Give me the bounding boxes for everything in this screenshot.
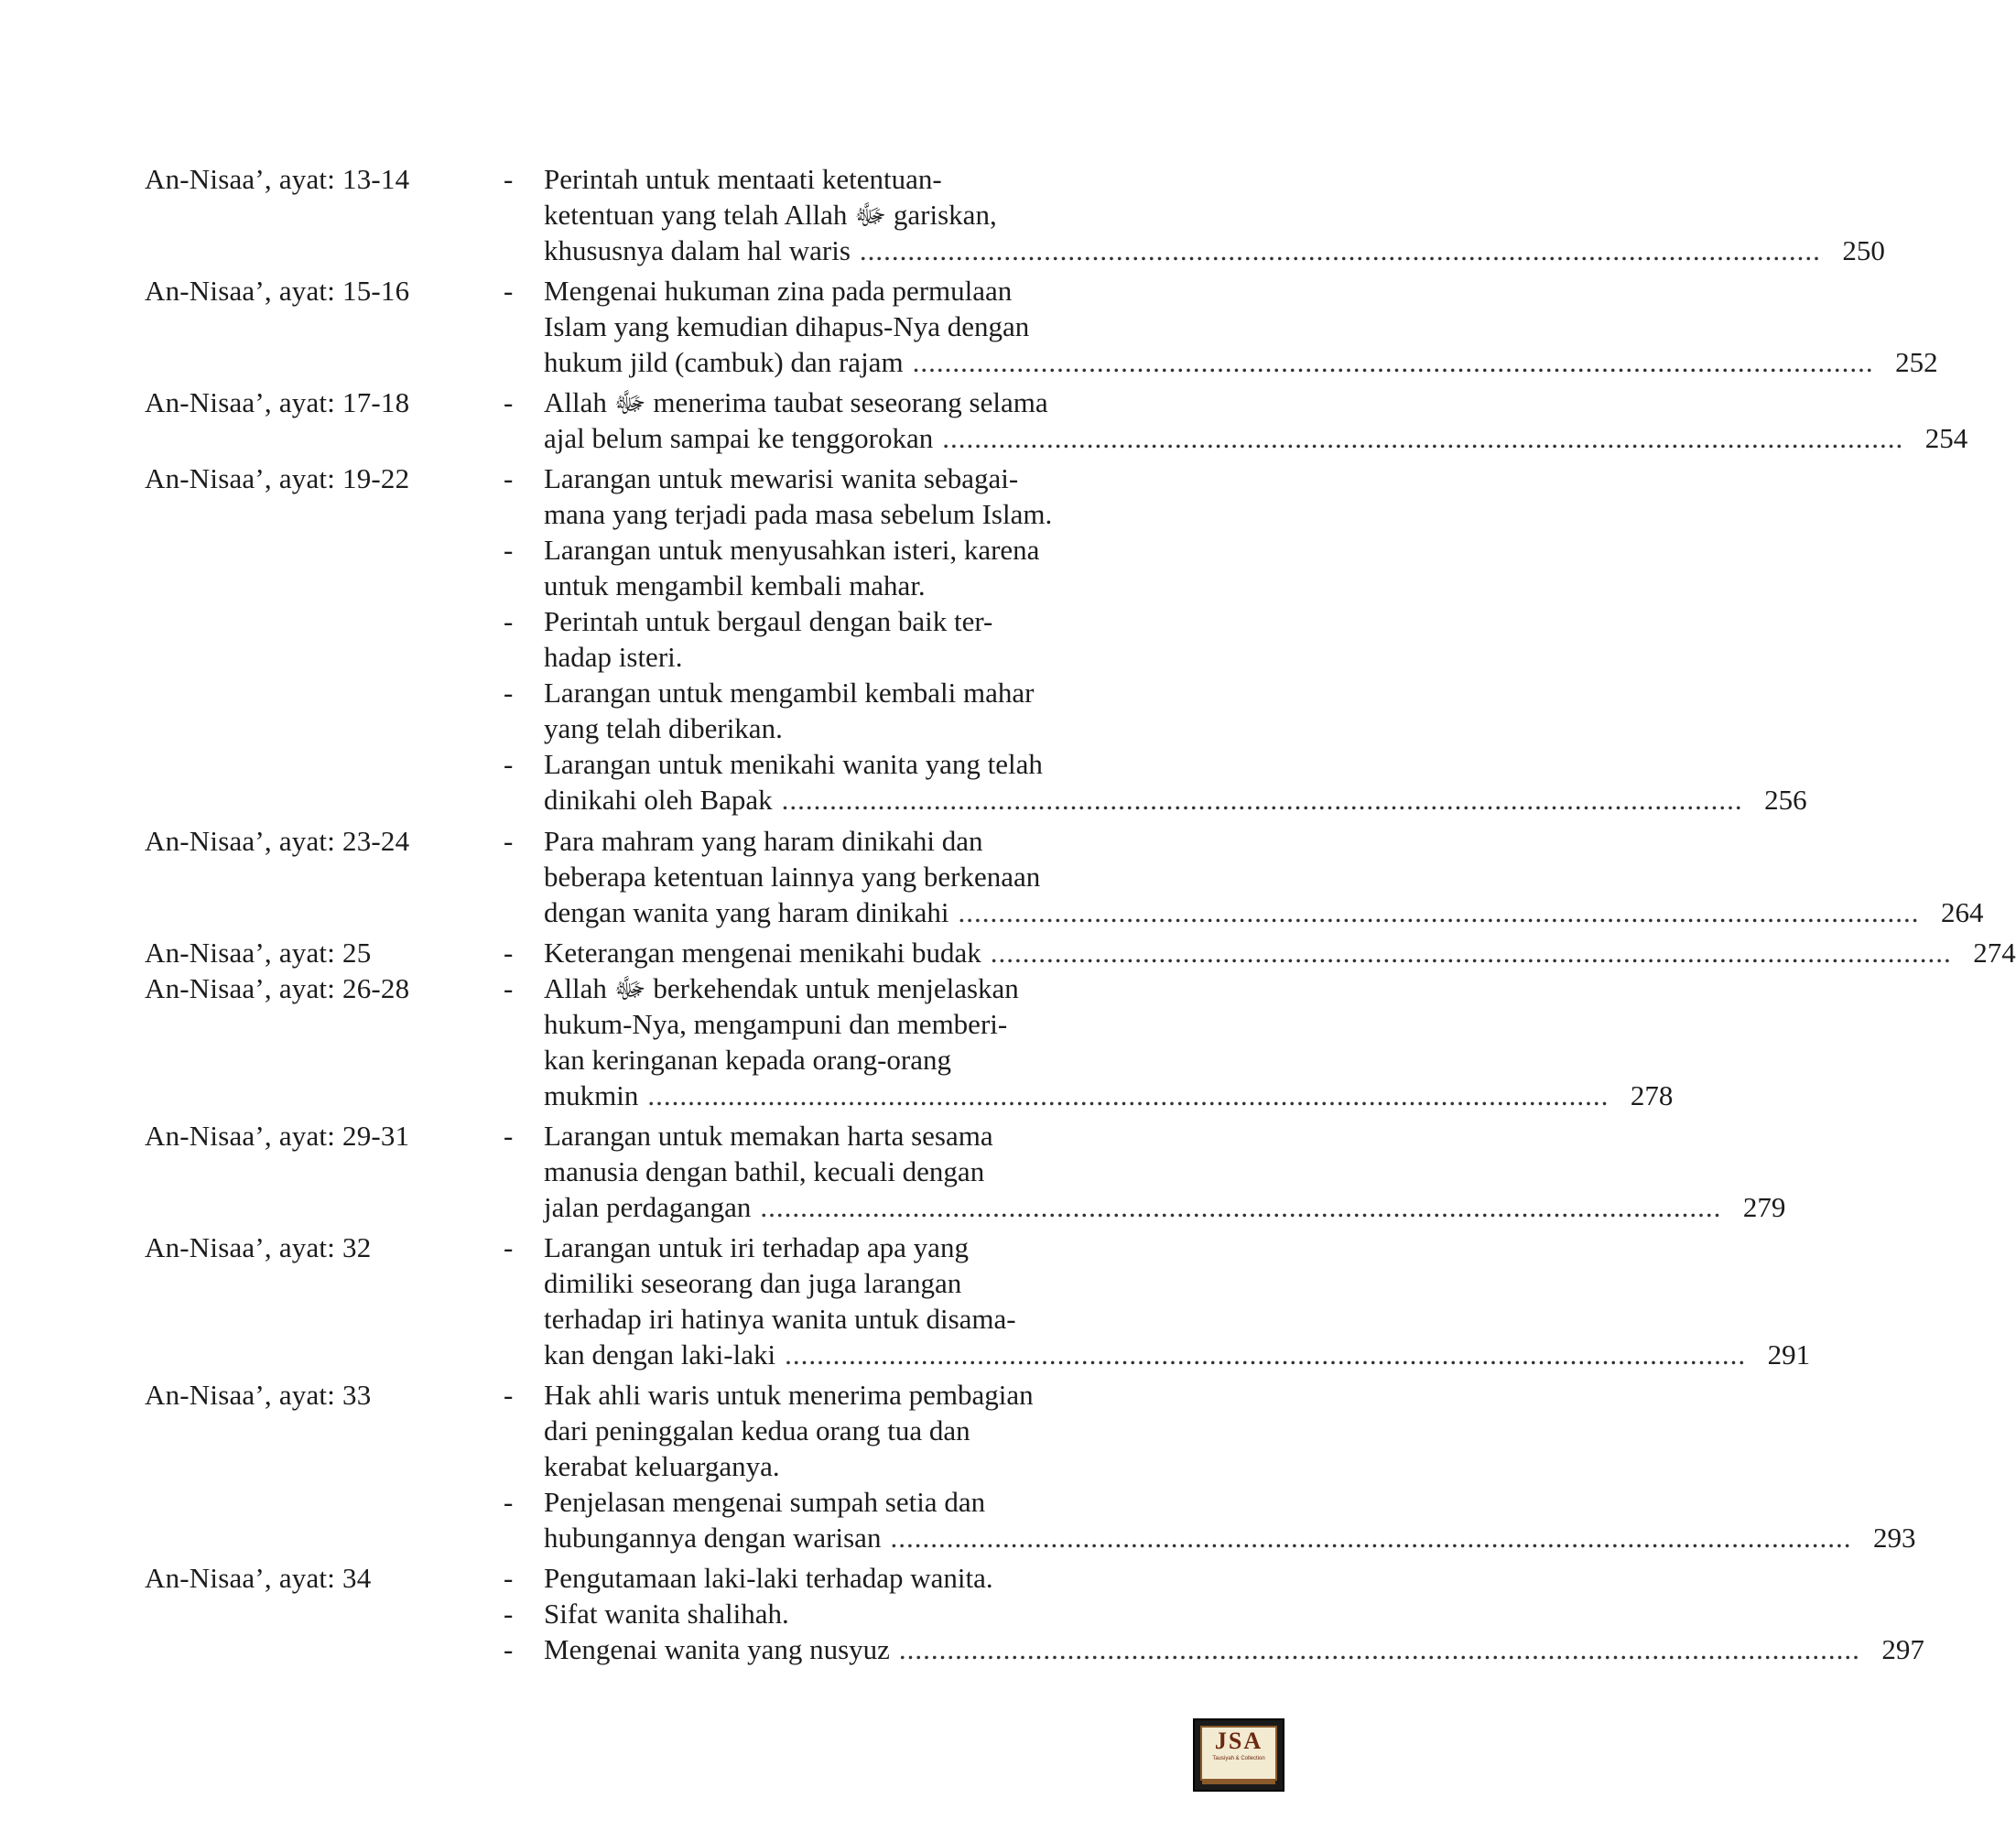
bullet-dash: - <box>504 748 514 780</box>
topic-line: Mengenai hukuman zina pada permulaan <box>544 275 1013 307</box>
bullet-dash: - <box>504 605 514 637</box>
topic-line: dengan wanita yang haram dinikahi <box>544 896 949 928</box>
topic-text <box>544 1118 1785 1225</box>
topic-line: hukum-Nya, mengampuni dan memberi- <box>544 1008 1008 1040</box>
page-number: 291 <box>1767 1338 1811 1371</box>
topic-list <box>502 273 1938 380</box>
topic-list <box>502 460 1807 818</box>
topic-line: hadap isteri. <box>544 641 683 673</box>
verse-reference: An-Nisaa’, ayat: 17-18 <box>145 386 410 418</box>
toc-entry <box>145 1377 1916 1555</box>
bullet-dash: - <box>504 677 514 709</box>
topic-item <box>502 273 1938 380</box>
topic-item <box>502 460 1807 532</box>
page-number: 252 <box>1895 346 1938 378</box>
topic-line: ajal belum sampai ke tenggorokan <box>544 422 934 454</box>
topic-item <box>502 161 1885 268</box>
topic-list <box>502 161 1885 268</box>
topic-item <box>502 1631 1924 1667</box>
topic-line-with-page <box>544 1631 1924 1667</box>
topic-text <box>544 1631 1924 1667</box>
topic-line-with-page <box>544 1337 1810 1372</box>
dot-leader: ........................................................................................................................ <box>785 1338 1747 1371</box>
bullet-dash: - <box>504 1379 514 1411</box>
topic-item <box>502 1230 1810 1372</box>
logo-subtitle: Tausiyah & Collection <box>1212 1756 1265 1761</box>
verse-reference: An-Nisaa’, ayat: 34 <box>145 1562 372 1594</box>
topic-line-with-page <box>544 1189 1785 1225</box>
topic-item <box>502 1596 1924 1631</box>
topic-text <box>544 460 1807 532</box>
page-number: 293 <box>1872 1522 1916 1554</box>
topic-text <box>544 1596 1924 1631</box>
topic-item <box>502 1118 1785 1225</box>
topic-line-with-page <box>544 935 2016 970</box>
page-number: 256 <box>1764 784 1807 816</box>
topic-text <box>544 935 2016 970</box>
topic-line: Hak ahli waris untuk menerima pembagian <box>544 1379 1034 1411</box>
dot-leader: ........................................................................................................................ <box>898 1633 1860 1665</box>
topic-line: Perintah untuk mentaati ketentuan- <box>544 163 942 195</box>
topic-line: kan keringanan kepada orang-orang <box>544 1044 951 1076</box>
topic-line: Larangan untuk mengambil kembali mahar <box>544 677 1035 709</box>
topic-item <box>502 1484 1915 1555</box>
topic-item <box>502 823 1983 930</box>
toc-entry <box>145 823 1984 930</box>
topic-item <box>502 532 1807 603</box>
topic-line: jalan perdagangan <box>544 1191 752 1223</box>
bullet-dash: - <box>504 462 514 494</box>
dot-leader: ........................................................................................................................ <box>912 346 1874 378</box>
bullet-dash: - <box>504 1562 514 1594</box>
topic-line: Allah ﷻ berkehendak untuk menjelaskan <box>544 972 1019 1004</box>
topic-line: mukmin <box>544 1079 639 1111</box>
topic-text <box>544 1377 1915 1484</box>
toc-entry <box>145 161 1885 268</box>
topic-line: ketentuan yang telah Allah ﷻ gariskan, <box>544 199 997 231</box>
logo-plate <box>1200 1726 1277 1781</box>
topic-line: khususnya dalam hal waris <box>544 234 851 266</box>
toc-entry <box>145 970 1674 1113</box>
topic-text <box>544 746 1807 818</box>
topic-line: Larangan untuk mewarisi wanita sebagai- <box>544 462 1019 494</box>
dot-leader: ........................................................................................................................ <box>647 1079 1610 1111</box>
topic-list <box>502 385 1967 456</box>
toc-entry <box>145 1560 1924 1667</box>
bullet-dash: - <box>504 275 514 307</box>
bullet-dash: - <box>504 534 514 566</box>
topic-line: Keterangan mengenai menikahi budak <box>544 937 981 969</box>
bullet-dash: - <box>504 937 514 969</box>
topic-item <box>502 1377 1915 1484</box>
bullet-dash: - <box>504 825 514 857</box>
dot-leader: ........................................................................................................................ <box>859 234 1821 266</box>
page-number: 274 <box>1973 937 2016 969</box>
topic-line: dari peninggalan kedua orang tua dan <box>544 1414 970 1446</box>
topic-text <box>544 1484 1915 1555</box>
topic-line-with-page <box>544 1078 1673 1113</box>
topic-line: Sifat wanita shalihah. <box>544 1598 789 1630</box>
verse-reference: An-Nisaa’, ayat: 26-28 <box>145 972 410 1004</box>
topic-text <box>544 1230 1810 1372</box>
topic-text <box>544 532 1807 603</box>
page-number: 254 <box>1924 422 1968 454</box>
topic-line: dinikahi oleh Bapak <box>544 784 773 816</box>
topic-line: Penjelasan mengenai sumpah setia dan <box>544 1486 986 1518</box>
toc-entry <box>145 935 2016 970</box>
topic-line: manusia dengan bathil, kecuali dengan <box>544 1155 985 1187</box>
verse-reference: An-Nisaa’, ayat: 29-31 <box>145 1120 410 1152</box>
topic-line: kerabat keluarganya. <box>544 1450 780 1482</box>
bullet-dash: - <box>504 163 514 195</box>
dot-leader: ........................................................................................................................ <box>990 937 1952 969</box>
verse-reference: An-Nisaa’, ayat: 23-24 <box>145 825 410 857</box>
verse-reference: An-Nisaa’, ayat: 15-16 <box>145 275 410 307</box>
topic-list <box>502 1560 1924 1667</box>
topic-line-with-page <box>544 233 1885 268</box>
logo-bar <box>1202 1781 1275 1784</box>
bullet-dash: - <box>504 386 514 418</box>
topic-line: mana yang terjadi pada masa sebelum Islam. <box>544 498 1053 530</box>
topic-line: terhadap iri hatinya wanita untuk disama- <box>544 1303 1016 1335</box>
topic-line: yang telah diberikan. <box>544 712 783 744</box>
topic-line: hubungannya dengan warisan <box>544 1522 882 1554</box>
bullet-dash: - <box>504 1486 514 1518</box>
dot-leader: ........................................................................................................................ <box>942 422 1904 454</box>
verse-reference: An-Nisaa’, ayat: 19-22 <box>145 462 410 494</box>
topic-line: Larangan untuk menikahi wanita yang telah <box>544 748 1043 780</box>
topic-line: Mengenai wanita yang nusyuz <box>544 1633 890 1665</box>
topic-line-with-page <box>544 782 1807 818</box>
topic-line: Islam yang kemudian dihapus-Nya dengan <box>544 310 1030 342</box>
dot-leader: ........................................................................................................................ <box>958 896 1920 928</box>
topic-line-with-page <box>544 420 1967 456</box>
verse-reference: An-Nisaa’, ayat: 13-14 <box>145 163 410 195</box>
bullet-dash: - <box>504 1120 514 1152</box>
dot-leader: ........................................................................................................................ <box>890 1522 1852 1554</box>
topic-line: dimiliki seseorang dan juga larangan <box>544 1267 962 1299</box>
topic-text <box>544 603 1807 675</box>
topic-line: Larangan untuk iri terhadap apa yang <box>544 1231 969 1263</box>
topic-line: Allah ﷻ menerima taubat seseorang selama <box>544 386 1048 418</box>
toc-entry <box>145 1118 1786 1225</box>
page-number: 297 <box>1881 1633 1924 1665</box>
jsa-logo <box>1193 1718 1284 1792</box>
page-number: 278 <box>1630 1079 1674 1111</box>
topic-item <box>502 385 1967 456</box>
topic-list <box>502 823 1983 930</box>
page-number: 264 <box>1940 896 1984 928</box>
verse-reference: An-Nisaa’, ayat: 32 <box>145 1231 372 1263</box>
topic-item <box>502 970 1673 1113</box>
topic-list <box>502 1118 1785 1225</box>
toc-entry <box>145 460 1807 818</box>
bullet-dash: - <box>504 1633 514 1665</box>
topic-item <box>502 675 1807 746</box>
topic-line-with-page <box>544 1520 1915 1555</box>
topic-item <box>502 935 2016 970</box>
topic-text <box>544 1560 1924 1596</box>
topic-list <box>502 970 1673 1113</box>
verse-reference: An-Nisaa’, ayat: 25 <box>145 937 372 969</box>
topic-item <box>502 1560 1924 1596</box>
topic-line-with-page <box>544 344 1938 380</box>
table-of-contents <box>145 161 2016 1667</box>
topic-text <box>544 675 1807 746</box>
topic-line-with-page <box>544 894 1983 930</box>
page-number: 279 <box>1742 1191 1786 1223</box>
topic-list <box>502 1377 1915 1555</box>
toc-entry <box>145 1230 1811 1372</box>
topic-text <box>544 161 1885 268</box>
page-number: 250 <box>1842 234 1885 266</box>
toc-entry <box>145 385 1968 456</box>
bullet-dash: - <box>504 1231 514 1263</box>
topic-line: Larangan untuk menyusahkan isteri, karena <box>544 534 1040 566</box>
topic-text <box>544 970 1673 1113</box>
topic-line: Larangan untuk memakan harta sesama <box>544 1120 993 1152</box>
topic-line: Pengutamaan laki-laki terhadap wanita. <box>544 1562 993 1594</box>
topic-line: kan dengan laki-laki <box>544 1338 776 1371</box>
toc-entry <box>145 273 1938 380</box>
bullet-dash: - <box>504 1598 514 1630</box>
topic-list <box>502 1230 1810 1372</box>
logo-title: JSA <box>1214 1728 1263 1754</box>
topic-line: Perintah untuk bergaul dengan baik ter- <box>544 605 993 637</box>
topic-text <box>544 385 1967 456</box>
topic-item <box>502 603 1807 675</box>
dot-leader: ........................................................................................................................ <box>781 784 1743 816</box>
topic-line: Para mahram yang haram dinikahi dan <box>544 825 983 857</box>
topic-list <box>502 935 2016 970</box>
topic-text <box>544 823 1983 930</box>
topic-line: untuk mengambil kembali mahar. <box>544 569 926 601</box>
topic-text <box>544 273 1938 380</box>
dot-leader: ........................................................................................................................ <box>760 1191 1722 1223</box>
verse-reference: An-Nisaa’, ayat: 33 <box>145 1379 372 1411</box>
topic-line: beberapa ketentuan lainnya yang berkenaan <box>544 861 1041 893</box>
topic-item <box>502 746 1807 818</box>
bullet-dash: - <box>504 972 514 1004</box>
topic-line: hukum jild (cambuk) dan rajam <box>544 346 904 378</box>
